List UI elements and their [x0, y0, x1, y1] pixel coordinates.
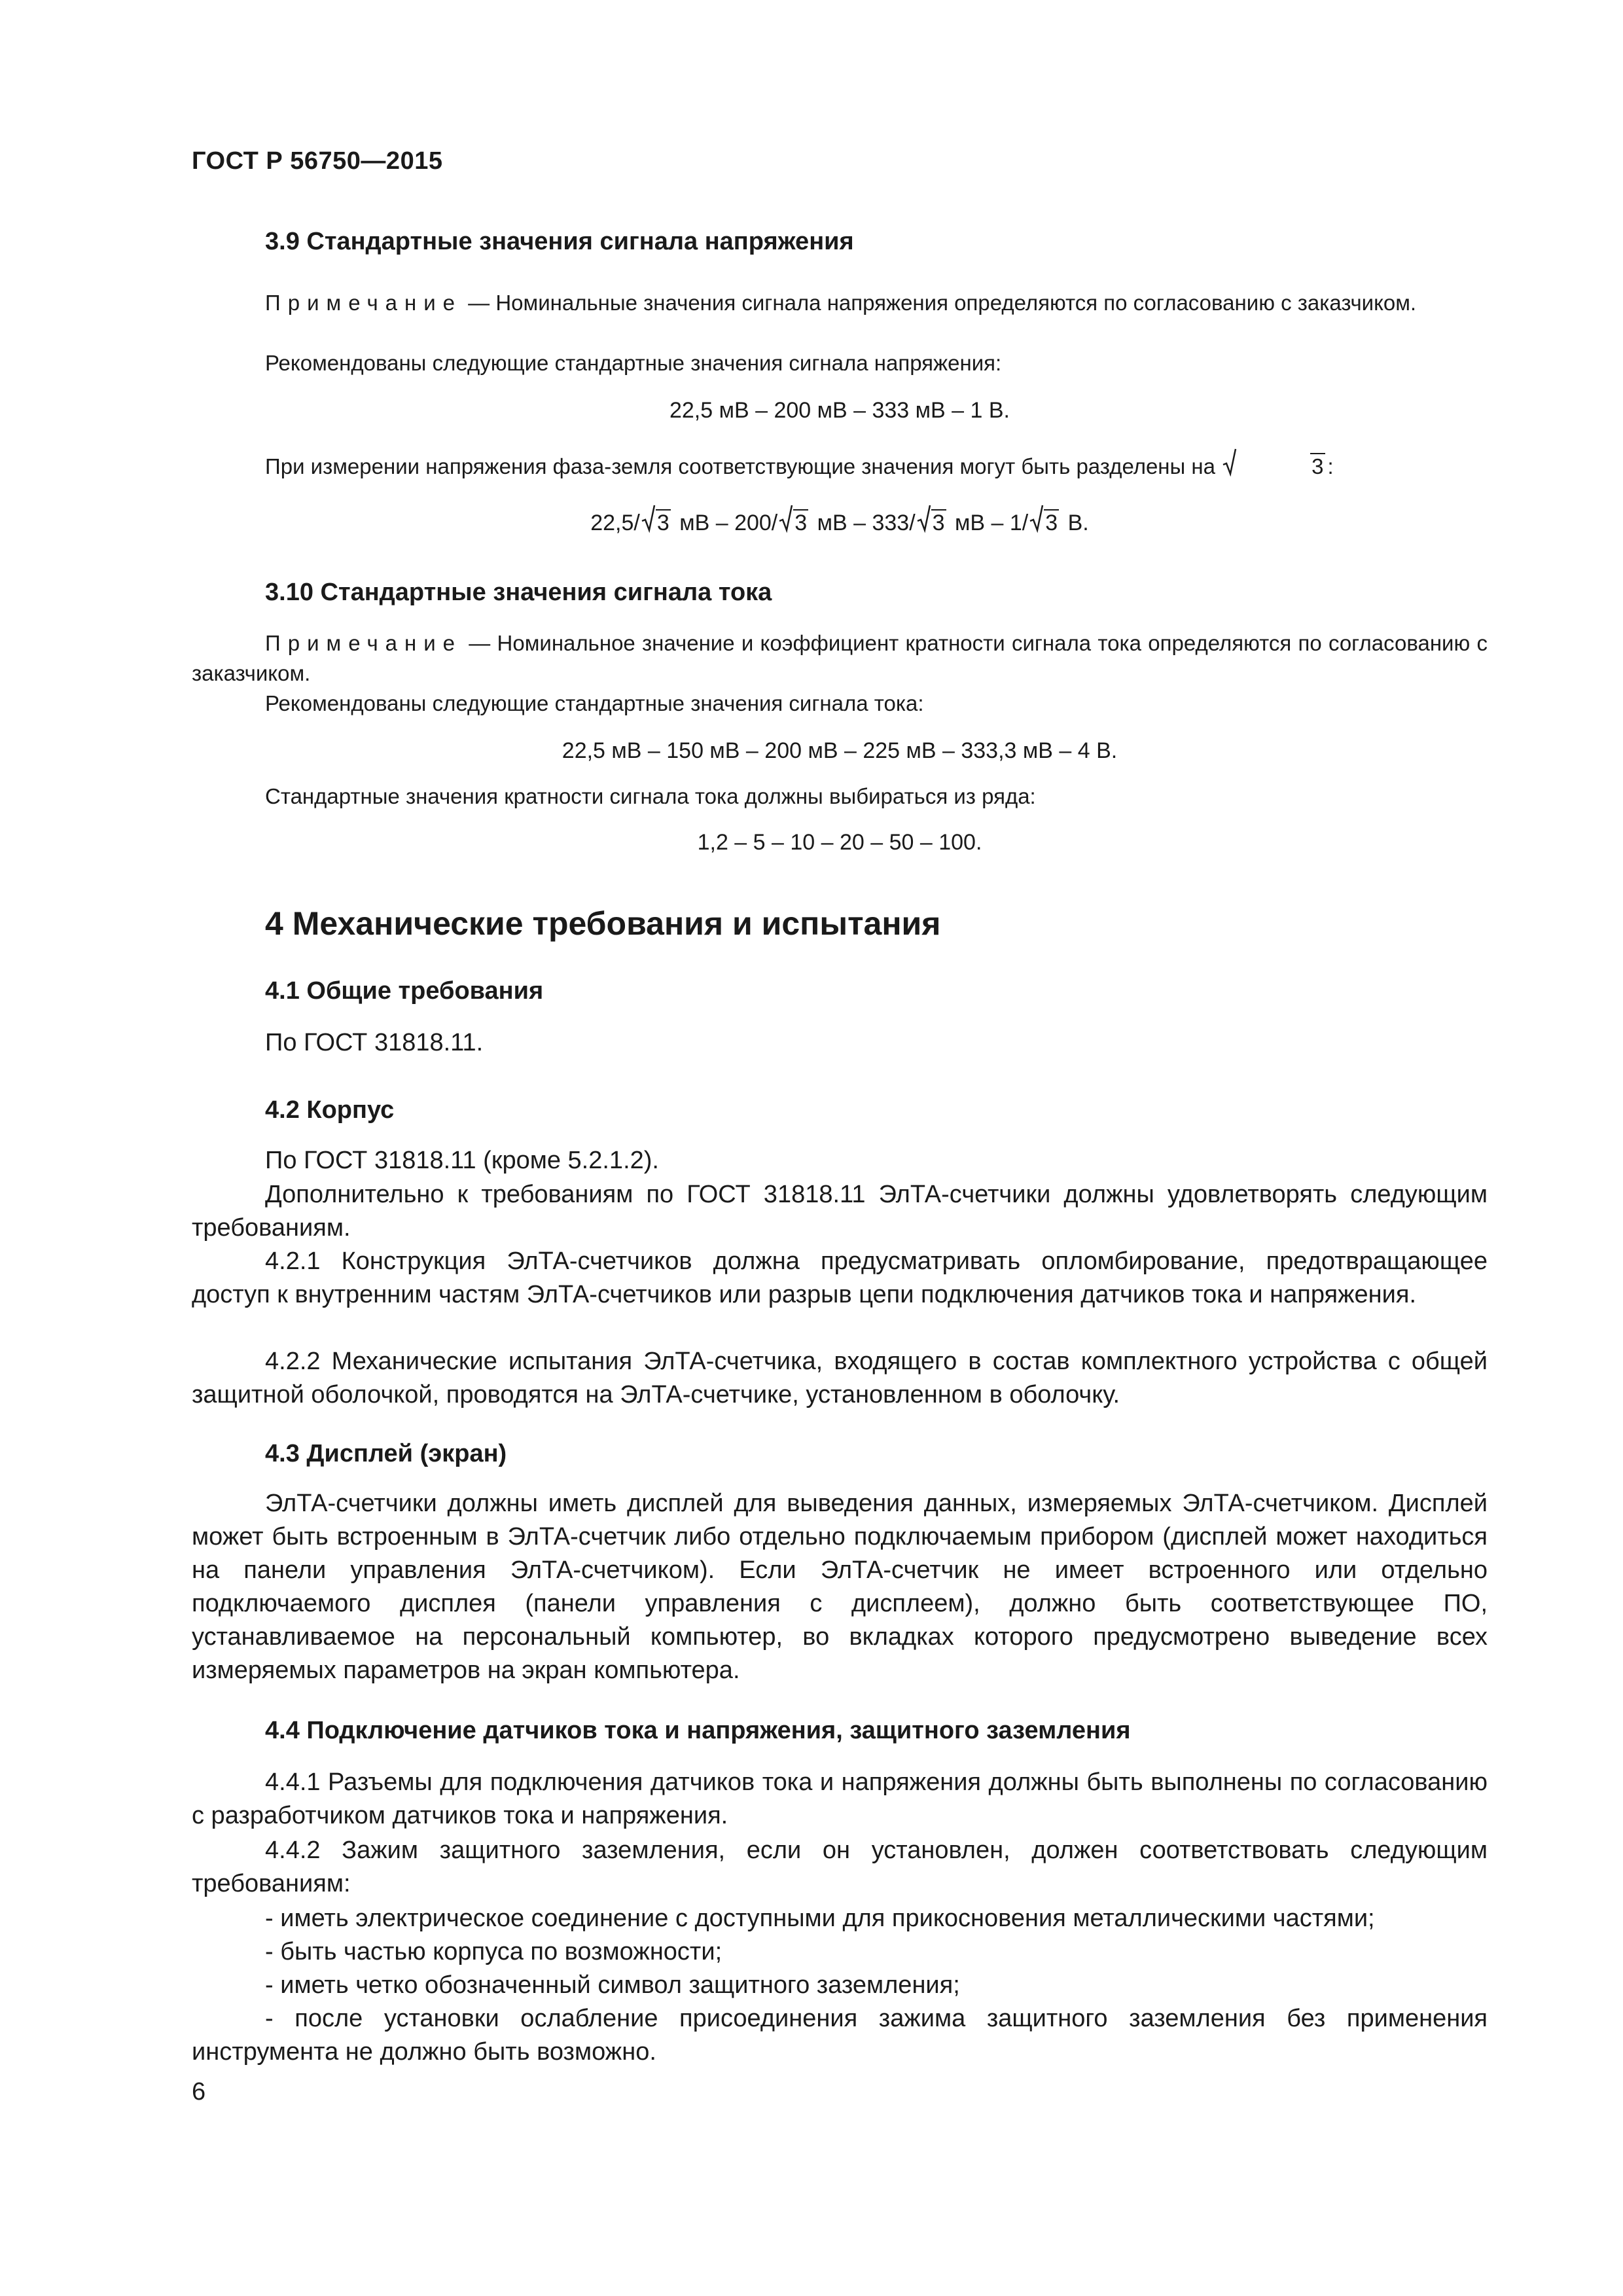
sqrt-radicand: 3 [794, 511, 808, 535]
section-3-9-note [192, 288, 1488, 318]
sqrt-radicand: 3 [656, 511, 669, 535]
section-3-9-values: 22,5 мВ – 200 мВ – 333 мВ – 1 В. [669, 398, 1010, 423]
list-item: - иметь электрическое соединение с доступными для прикосновения металлическими частями; [265, 1905, 1375, 1932]
formula-part: В. [1061, 511, 1089, 535]
sqrt-radicand: 3 [932, 511, 945, 535]
section-4-2-2: 4.2.2 Механические испытания ЭлТА-счетчика, входящего в состав комплектного устройства с общей защитной оболочкой, проводятся на ЭлТА-счетчике, установленном в оболочку. [192, 1348, 1488, 1408]
section-4-4-2: 4.4.2 Зажим защитного заземления, если он установлен, должен соответствовать следующим требованиям: [192, 1837, 1488, 1897]
section-4-2-title: 4.2 Корпус [265, 1096, 395, 1124]
section-3-9-formula [192, 508, 1488, 538]
formula-part: мВ – 333/ [811, 511, 916, 535]
sqrt-symbol [917, 508, 946, 538]
sqrt-symbol [1029, 508, 1059, 538]
phase-text: При измерении напряжения фаза-земля соответствующие значения могут быть разделены на [265, 454, 1215, 478]
formula-part: 22,5/ [590, 511, 640, 535]
section-4-3-p1: ЭлТА-счетчики должны иметь дисплей для выведения данных, измеряемых ЭлТА-счетчиком. Дисплей может быть встроенным в ЭлТА-счетчик либо отдельно подключаемым прибором (дисплей может находиться на панели управления ЭлТА-счетчиком). Если ЭлТА-счетчик не имеет встроенного или отдельно подключаемого дисплея (панели управления с дисплеем), должно быть соответствующее ПО, устанавливаемое на персональный компьютер, во вкладках которого предусмотрено выведение всех измеряемых параметров на экран компьютера. [192, 1490, 1488, 1684]
section-3-10-ratio-values: 1,2 – 5 – 10 – 20 – 50 – 100. [697, 830, 982, 855]
note-text: — Номинальные значения сигнала напряжения определяются по согласованию с заказчиком. [462, 291, 1417, 315]
sqrt-radicand: 3 [1311, 454, 1324, 478]
section-4-1-title: 4.1 Общие требования [265, 977, 544, 1005]
section-3-9-recommended: Рекомендованы следующие стандартные значения сигнала напряжения: [265, 351, 1002, 375]
section-3-9-title: 3.9 Стандартные значения сигнала напряжения [265, 228, 854, 255]
section-4-3-title: 4.3 Дисплей (экран) [265, 1440, 507, 1467]
section-3-9-phase-text [192, 452, 1488, 482]
section-3-10-note [192, 628, 1488, 689]
page-number: 6 [192, 2078, 206, 2106]
sqrt-symbol [1222, 452, 1325, 482]
section-3-10-values: 22,5 мВ – 150 мВ – 200 мВ – 225 мВ – 333,3 мВ – 4 В. [562, 738, 1118, 763]
formula-part: мВ – 200/ [673, 511, 778, 535]
list-item: - иметь четко обозначенный символ защитного заземления; [265, 1971, 960, 1999]
section-3-10-title: 3.10 Стандартные значения сигнала тока [265, 579, 772, 606]
section-4-2-p2: Дополнительно к требованиям по ГОСТ 31818.11 ЭлТА-счетчики должны удовлетворять следующим требованиям. [192, 1181, 1488, 1242]
formula-part: мВ – 1/ [948, 511, 1029, 535]
sqrt-radicand: 3 [1045, 511, 1058, 535]
section-4-2-p1: По ГОСТ 31818.11 (кроме 5.2.1.2). [265, 1147, 659, 1174]
section-4-4-1: 4.4.1 Разъемы для подключения датчиков тока и напряжения должны быть выполнены по согласованию с разработчиком датчиков тока и напряжения. [192, 1768, 1488, 1829]
section-3-10-ratio-text: Стандартные значения кратности сигнала тока должны выбираться из ряда: [265, 784, 1036, 808]
note-text: — Номинальное значение и коэффициент кратности сигнала тока определяются по согласованию с заказчиком. [192, 631, 1488, 685]
note-label: Примечание [265, 631, 463, 655]
sqrt-symbol [641, 508, 671, 538]
section-4-title: 4 Механические требования и испытания [265, 905, 941, 942]
note-label: Примечание [265, 291, 463, 315]
list-item: - после установки ослабление присоединения зажима защитного заземления без применения инструмента не должно быть возможно. [192, 2005, 1488, 2066]
section-4-4-title: 4.4 Подключение датчиков тока и напряжения, защитного заземления [265, 1717, 1131, 1744]
sqrt-symbol [779, 508, 808, 538]
section-4-2-1: 4.2.1 Конструкция ЭлТА-счетчиков должна предусматривать опломбирование, предотвращающее доступ к внутренним частям ЭлТА-счетчиков или разрыв цепи подключения датчиков тока и напряжения. [192, 1247, 1488, 1308]
phase-tail: : [1327, 454, 1334, 478]
document-header: ГОСТ Р 56750—2015 [192, 147, 443, 175]
section-3-10-recommended: Рекомендованы следующие стандартные значения сигнала тока: [265, 691, 924, 715]
list-item: - быть частью корпуса по возможности; [265, 1938, 722, 1965]
section-4-1-text: По ГОСТ 31818.11. [265, 1029, 484, 1056]
